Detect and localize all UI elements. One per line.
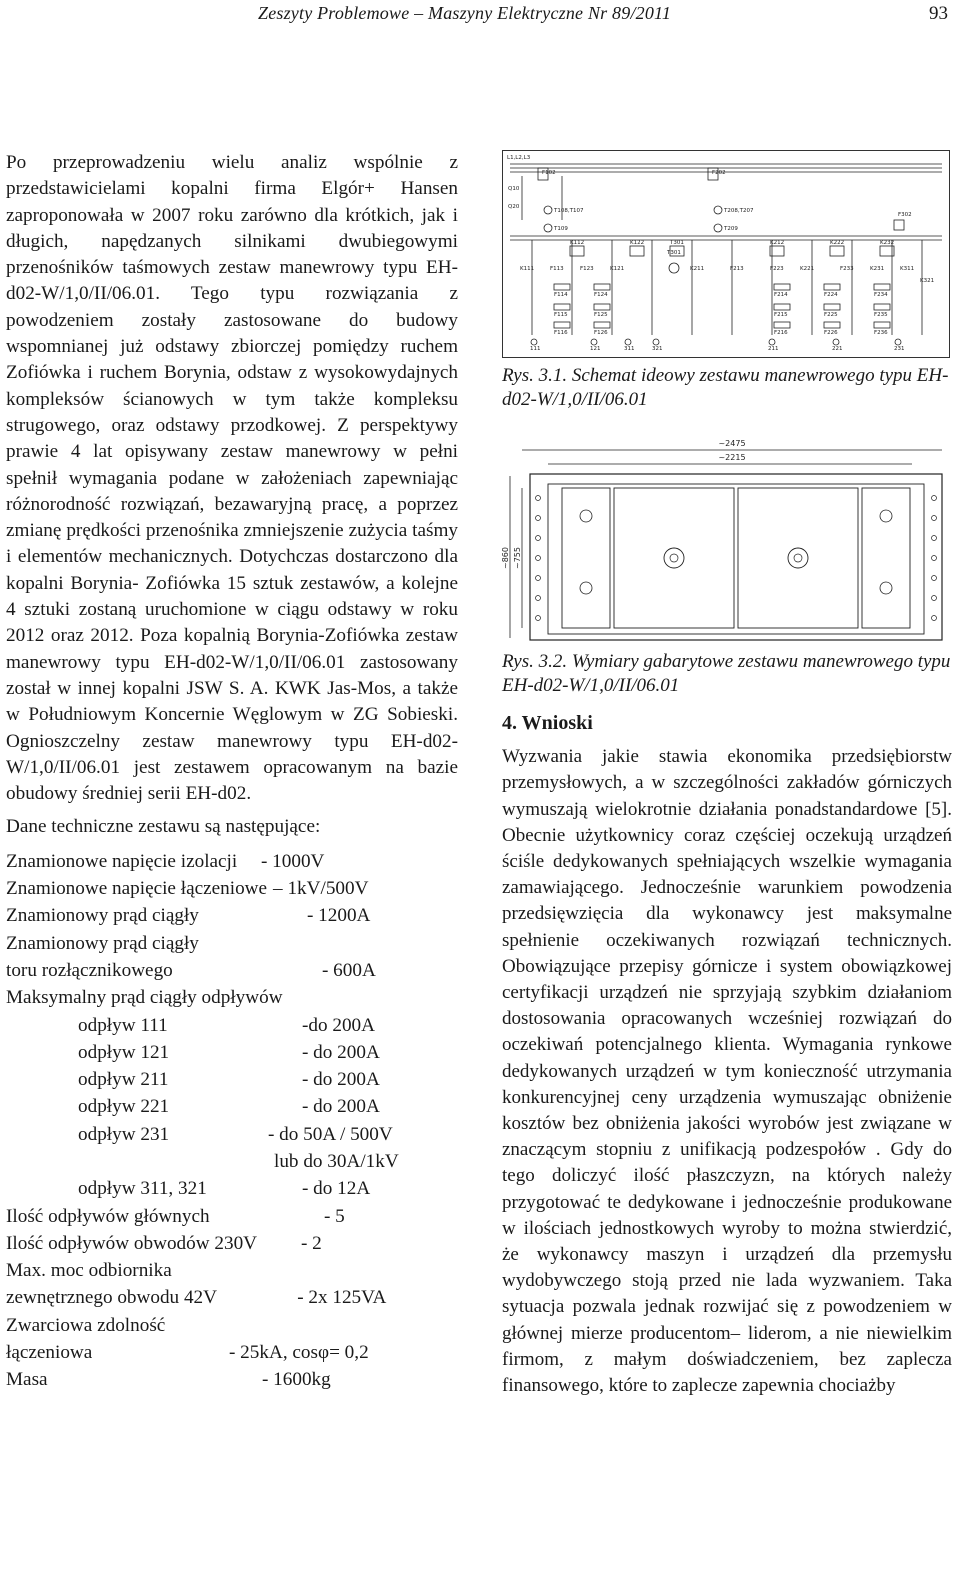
spec-row: [6, 1067, 458, 1094]
conclusions-paragraph: Wyzwania jakie stawia ekonomika przedsiębiorstw przemysłowych, a w szczególności zakładów górniczych wymuszają wielokrotnie działania ponadstandardowe [5]. Obecnie użytkownicy coraz częściej oczekują urządzeń ściśle dedykowanych spełniających wszelkie wymagania zamawiającego. Jednocześnie warunkiem powodzenia przedsięwzięcia dla wykonawcy jest maksymalne spełnienie oczekiwanych rozwiązań technicznych. Obowiązujące przepisy górnicze i system obowiązkowej certyfikacji urządzeń nie sprzyjają szybkim działaniom dostosowania opracowanych wcześniej rozwiązań do oczekiwań potencjalnego klienta. Wymagania rynkowe dedykowanych urządzeń w tym konieczność utrzymania konkurencyjnej ceny urządzenia wymuszając obniżenie kosztów bez obniżenia jakości wyrobów jest związane w znaczącym stopniu z unifikacją podzespołów . Gdy do tego doliczyć ilość płaszczyzn, na których należy przygotować te dedykowane i jednocześnie produkowane w ilościach jednostkowych wyroby to można stwierdzić, że wykonawcy maszyn i urządzeń dla przemysłu wydobywczego stoją przed nie lada wyzwaniem. Taka sytuacja pozwala jednak rozwijać się z powodzeniem w głównej mierze producentom– liderom, a nie niewielkim firmom, z małym doświadczeniem, bez zaplecza finansowego, które to zaplecze zapewnia chociażby: [502, 746, 952, 1397]
fuse: [894, 220, 904, 230]
enclosure-outline: [530, 474, 942, 640]
left-column: [6, 150, 458, 1395]
component-label: K321: [920, 278, 935, 284]
spec-row: [6, 958, 458, 985]
component-label: F115: [554, 312, 568, 318]
component-label: F233: [840, 266, 854, 272]
component-label: F213: [730, 266, 744, 272]
bolt: [536, 496, 541, 501]
schematic-diagram: [502, 150, 950, 358]
right-door: [862, 488, 910, 628]
spec-value: - do 50A / 500V: [268, 1123, 393, 1145]
component-label: F235: [874, 312, 888, 318]
output-terminal: [591, 339, 597, 345]
cable-gland: [580, 582, 592, 594]
specs-list: [6, 849, 458, 1395]
spec-row: [6, 985, 458, 1012]
component-label: T208,T207: [724, 208, 754, 214]
output-terminal: [833, 339, 839, 345]
spec-row: [6, 1258, 458, 1285]
center-door-1: [614, 488, 734, 628]
output-terminal: [531, 339, 537, 345]
component-label: K231: [870, 266, 885, 272]
component-label: Q10: [508, 186, 520, 192]
spec-label: odpływ 311, 321: [78, 1178, 207, 1200]
spec-row: [6, 1340, 458, 1367]
bolt: [536, 556, 541, 561]
spec-row: [6, 1367, 458, 1394]
handle-knob: [794, 554, 802, 562]
output-label: 211: [768, 346, 779, 352]
bolt: [932, 576, 937, 581]
fuse: [594, 304, 610, 310]
spec-value: - do 200A: [302, 1041, 380, 1063]
transformer-symbol: [544, 206, 552, 214]
cable-gland: [880, 510, 892, 522]
component-label: F216: [774, 330, 788, 336]
component-label: T209: [724, 226, 738, 232]
spec-label: Ilość odpływów obwodów 230V: [6, 1232, 258, 1254]
section-heading: 4. Wnioski: [502, 712, 593, 734]
fuse: [774, 284, 790, 290]
component-label: K122: [630, 240, 645, 246]
component-label: K121: [610, 266, 625, 272]
fuse: [554, 322, 570, 328]
diagram-frame: [503, 151, 950, 358]
component-label: F102: [542, 170, 556, 176]
output-label: 121: [590, 346, 601, 352]
cable-gland: [880, 582, 892, 594]
spec-label: Ilość odpływów głównych: [6, 1205, 210, 1227]
contactor: [630, 246, 644, 256]
dimension-outer-height: ~860: [501, 547, 510, 569]
bus-label: L1,L2,L3: [507, 155, 531, 161]
component-label: F226: [824, 330, 838, 336]
output-terminal: [625, 339, 631, 345]
component-label: T301: [670, 240, 684, 246]
output-label: 311: [624, 346, 635, 352]
output-terminal: [769, 339, 775, 345]
component-label: T108,T107: [554, 208, 584, 214]
bolt: [932, 496, 937, 501]
bolt: [932, 596, 937, 601]
component-label: K221: [800, 266, 815, 272]
specs-intro: Dane techniczne zestawu są następujące:: [6, 816, 321, 838]
component-label: F116: [554, 330, 568, 336]
component-label: F223: [770, 266, 784, 272]
spec-row: [6, 1149, 458, 1176]
spec-value: - 5: [324, 1205, 345, 1227]
component-label: F302: [898, 212, 912, 218]
spec-row: [6, 1176, 458, 1203]
bolt: [536, 616, 541, 621]
dimension-inner-height: ~755: [513, 547, 522, 569]
spec-value: - 1200A: [307, 905, 371, 927]
spec-row: [6, 931, 458, 958]
contactor: [830, 246, 844, 256]
spec-label: Znamionowy prąd ciągły: [6, 932, 199, 954]
component-label: F113: [550, 266, 564, 272]
output-label: 221: [832, 346, 843, 352]
fuse: [874, 322, 890, 328]
bolt: [932, 616, 937, 621]
handle-knob: [664, 548, 684, 568]
spec-value: - 2x 125VA: [297, 1287, 387, 1309]
component-label: F224: [824, 292, 838, 298]
spec-label: odpływ 211: [78, 1069, 169, 1091]
component-label: F126: [594, 330, 608, 336]
fuse: [554, 284, 570, 290]
spec-value: - 25kA, cosφ= 0,2: [229, 1342, 369, 1364]
spec-label: odpływ 111: [78, 1014, 168, 1036]
journal-title: Zeszyty Problemowe – Maszyny Elektryczne Nr 89/2011: [258, 3, 672, 23]
figure-caption-1: Rys. 3.1. Schemat ideowy zestawu manewrowego typu EH-d02-W/1,0/II/06.01: [502, 365, 949, 410]
dimension-inner-width: ~2215: [718, 453, 746, 462]
component-label: F236: [874, 330, 888, 336]
bolt: [932, 516, 937, 521]
component-label: F234: [874, 292, 888, 298]
spec-label: odpływ 221: [78, 1096, 170, 1118]
transformer-symbol: [714, 224, 722, 232]
fuse: [774, 322, 790, 328]
spec-row: [6, 903, 458, 930]
output-terminal: [653, 339, 659, 345]
component-label: K112: [570, 240, 585, 246]
component-label: K212: [770, 240, 785, 246]
dimension-outer-width: ~2475: [718, 439, 746, 448]
component-label: F124: [594, 292, 608, 298]
output-terminal: [895, 339, 901, 345]
spec-row: [6, 849, 458, 876]
spec-row: [6, 1313, 458, 1340]
output-label: 231: [894, 346, 905, 352]
page-number: 93: [929, 3, 948, 24]
spec-row: [6, 876, 458, 903]
spec-value: - 600A: [322, 959, 376, 981]
bolt: [932, 536, 937, 541]
spec-label: Znamionowy prąd ciągły: [6, 905, 199, 927]
spec-row: [6, 1094, 458, 1121]
spec-row: [6, 1231, 458, 1258]
spec-label: toru rozłącznikowego: [6, 959, 173, 981]
spec-label: Maksymalny prąd ciągły odpływów: [6, 987, 283, 1009]
figure-caption-2: Rys. 3.2. Wymiary gabarytowe zestawu manewrowego typu EH-d02-W/1,0/II/06.01: [502, 651, 951, 696]
component-label: T109: [554, 226, 568, 232]
output-label: 111: [530, 346, 541, 352]
component-label: F125: [594, 312, 608, 318]
bolt: [536, 596, 541, 601]
spec-value: - do 200A: [302, 1096, 380, 1118]
component-label: F214: [774, 292, 788, 298]
handle-knob: [670, 554, 678, 562]
spec-value: - do 200A: [302, 1069, 380, 1091]
component-label: K111: [520, 266, 535, 272]
cable-gland: [580, 510, 592, 522]
component-label: F215: [774, 312, 788, 318]
component-label: K211: [690, 266, 705, 272]
spec-label: Znamionowe napięcie izolacji: [6, 850, 238, 872]
spec-label: odpływ 231: [78, 1123, 170, 1145]
fuse: [594, 322, 610, 328]
output-label: 321: [652, 346, 663, 352]
fuse: [554, 304, 570, 310]
spec-row: [6, 1040, 458, 1067]
component-label: F123: [580, 266, 594, 272]
body-paragraph: Po przeprowadzeniu wielu analiz wspólnie z przedstawicielami kopalni firma Elgór+ Hansen zaproponowała w 2007 roku zarówno dla krótkich, jak i długich, napędzanych silnikami dwubiegowymi przenośników taśmowych zestaw manewrowy typu EH-d02-W/1,0/II/06.01. Tego typu rozwiązania z powodzeniem zostały zastosowane do budowy wspomnianej już odstawy zbiorczej pomiędzy ruchem Zofiówka i ruchem Borynia, odstaw z wysokowydajnych kompleksów ścianowych w tym także kompleksu strugowego, oraz odstawy przodkowej. Z perspektywy prawie 4 lat opisywany zestaw manewrowy w pełni spełnił wymagania podane w założeniach zapewniając różnorodność rozwiązań, bezawaryjną pracę, a poprzez zmianę prędkości przenośnika zmniejszenie zużycia taśmy i elementów mechanicznych. Dotychczas dostarczono dla kopalni Borynia- Zofiówka 15 sztuk zestawów, a kolejne 4 sztuki zostaną uruchomione w ciągu odstawy w roku 2012 oraz 2012. Poza kopalnią Borynia-Zofiówka zestaw manewrowy typu EH-d02-W/1,0/II/06.01 zastosowany został w innej kopalni JSW S. A. KWK Jas-Mos, a także w Południowym Koncernie Węglowym w ZG Sobieski. Ognioszczelny zestaw manewrowy typu EH-d02-W/1,0/II/06.01 jest zestawem opracowanym na bazie obudowy średniej serii EH-d02.: [6, 152, 458, 805]
spec-label: Max. moc odbiornika: [6, 1260, 172, 1282]
spec-value: -do 200A: [302, 1014, 376, 1036]
component-label: K232: [880, 240, 895, 246]
fuse: [824, 304, 840, 310]
spec-value: - 1000V: [261, 850, 325, 872]
transformer-symbol: [714, 206, 722, 214]
transformer-symbol: [669, 263, 679, 273]
spec-row: [6, 1204, 458, 1231]
bolt: [536, 536, 541, 541]
spec-label: zewnętrznego obwodu 42V: [6, 1287, 217, 1309]
spec-value: – 1kV/500V: [273, 878, 369, 900]
handle-knob: [788, 548, 808, 568]
spec-label: odpływ 121: [78, 1041, 170, 1063]
spec-value: lub do 30A/1kV: [274, 1150, 399, 1172]
component-label: T301: [667, 250, 681, 256]
spec-label: Masa: [6, 1369, 48, 1391]
transformer-symbol: [544, 224, 552, 232]
spec-value: - 2: [301, 1232, 322, 1254]
figure-schematic: [502, 150, 952, 358]
component-label: K222: [830, 240, 845, 246]
page-header: [0, 0, 960, 40]
spec-row: [6, 1285, 458, 1312]
fuse: [874, 304, 890, 310]
component-label: F225: [824, 312, 838, 318]
fuse: [774, 304, 790, 310]
spec-label: łączeniowa: [6, 1342, 93, 1364]
dimension-drawing: [502, 428, 950, 644]
enclosure-body: [548, 484, 924, 634]
fuse: [824, 284, 840, 290]
center-door-2: [738, 488, 858, 628]
left-door: [562, 488, 610, 628]
figure-dimensions: [502, 428, 952, 644]
fuse: [594, 284, 610, 290]
bolt: [536, 576, 541, 581]
spec-row: [6, 1122, 458, 1149]
component-label: F202: [712, 170, 726, 176]
component-label: K311: [900, 266, 915, 272]
right-column: [502, 150, 952, 1399]
spec-row: [6, 1013, 458, 1040]
spec-label: Znamionowe napięcie łączeniowe: [6, 878, 268, 900]
bolt: [932, 556, 937, 561]
spec-value: - do 12A: [302, 1178, 371, 1200]
component-label: F114: [554, 292, 568, 298]
fuse: [824, 322, 840, 328]
bolt: [536, 516, 541, 521]
spec-label: Zwarciowa zdolność: [6, 1314, 166, 1336]
component-label: Q20: [508, 204, 520, 210]
fuse: [874, 284, 890, 290]
spec-value: - 1600kg: [262, 1369, 331, 1391]
